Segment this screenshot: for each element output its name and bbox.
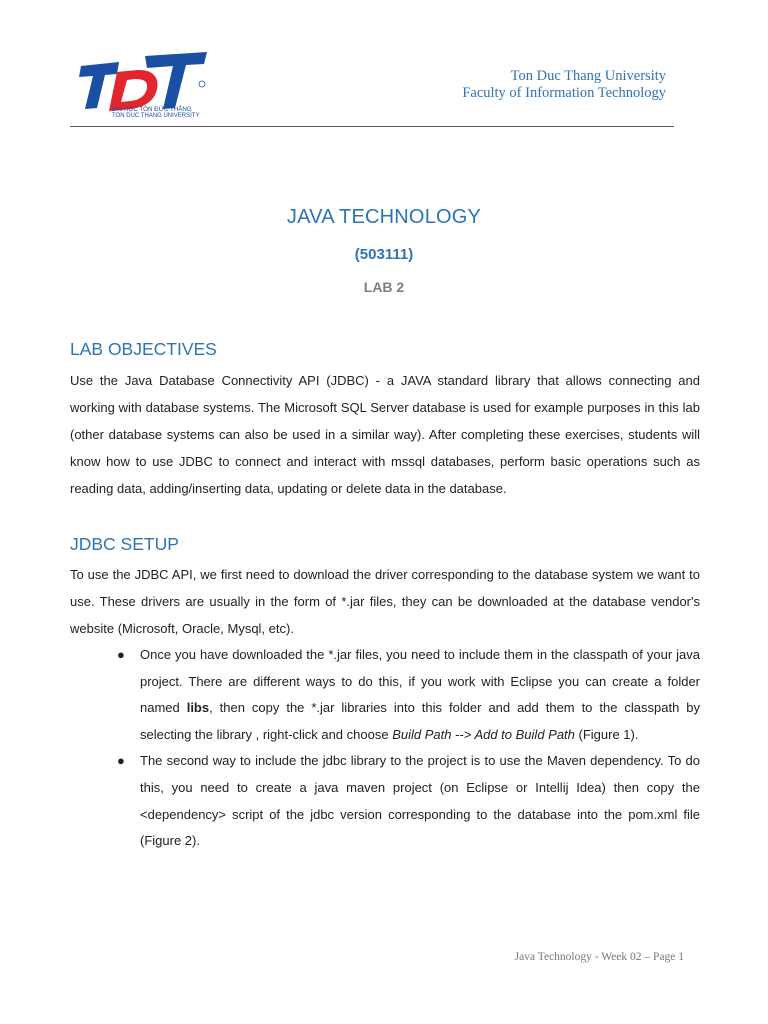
logo-mark [79,52,207,111]
bullet-list [70,642,700,855]
section-heading: JDBC SETUP [70,534,179,554]
section-lab-objectives [70,339,700,502]
bullet-italic: Build Path --> Add to Build Path [392,726,575,742]
university-name: Ton Duc Thang University [510,68,666,84]
lab-number: LAB 2 [363,279,405,295]
bullet-icon: ● [117,647,125,662]
page-header [70,48,674,128]
bullet-text: , then copy the *.jar libraries into this folder and add them to the classpath by selecting the library , right-click and choose [140,700,700,742]
bullet-text: The second way to include the jdbc library to the project is to use the Maven dependency. To do this, you need to create a java maven project (on Eclipse or Intellij Idea) then copy the <dependency> script of the jdbc version corresponding to the database into the pom.xml file (Figure 2). [140,753,700,849]
header-institution [462,68,666,102]
bullet-icon: ● [117,753,125,769]
logo-sub-2: TON DUC THANG UNIVERSITY [112,113,200,119]
faculty-name: Faculty of Information Technology [462,85,666,101]
logo-sub-1: ĐẠI HỌC TÔN ĐỨC THẮNG [112,106,192,113]
bullet-text: Once you have downloaded the *.jar files, you need to include them in the classpath of your java project. There are different ways to do this, if you work with Eclipse you can create a folder named [140,647,700,716]
bullet-text: (Figure 1). [574,726,639,742]
list-item [70,642,700,748]
bullet-bold: libs [186,700,210,716]
section-heading: LAB OBJECTIVES [70,339,217,359]
course-code: (503111) [354,246,414,263]
document-title: JAVA TECHNOLOGY [286,206,482,228]
header-divider [70,126,674,127]
page-footer: Java Technology - Week 02 – Page 1 [514,951,684,963]
section-jdbc-setup [70,534,700,855]
university-logo [75,48,210,123]
section-body: To use the JDBC API, we first need to download the driver corresponding to the database system we want to use. These drivers are usually in the form of *.jar files, they can be downloaded at the database vendor's website (Microsoft, Oracle, Mysql, etc). [70,567,700,636]
section-body: Use the Java Database Connectivity API (JDBC) - a JAVA standard library that allows connecting and working with database systems. The Microsoft SQL Server database is used for example purposes in this lab (other database systems can also be used in a similar way). After completing these exercises, students will know how to use JDBC to connect and interact with mssql databases, perform basic operations such as reading data, adding/inserting data, updating or delete data in the database. [70,373,700,496]
list-item [70,748,700,854]
